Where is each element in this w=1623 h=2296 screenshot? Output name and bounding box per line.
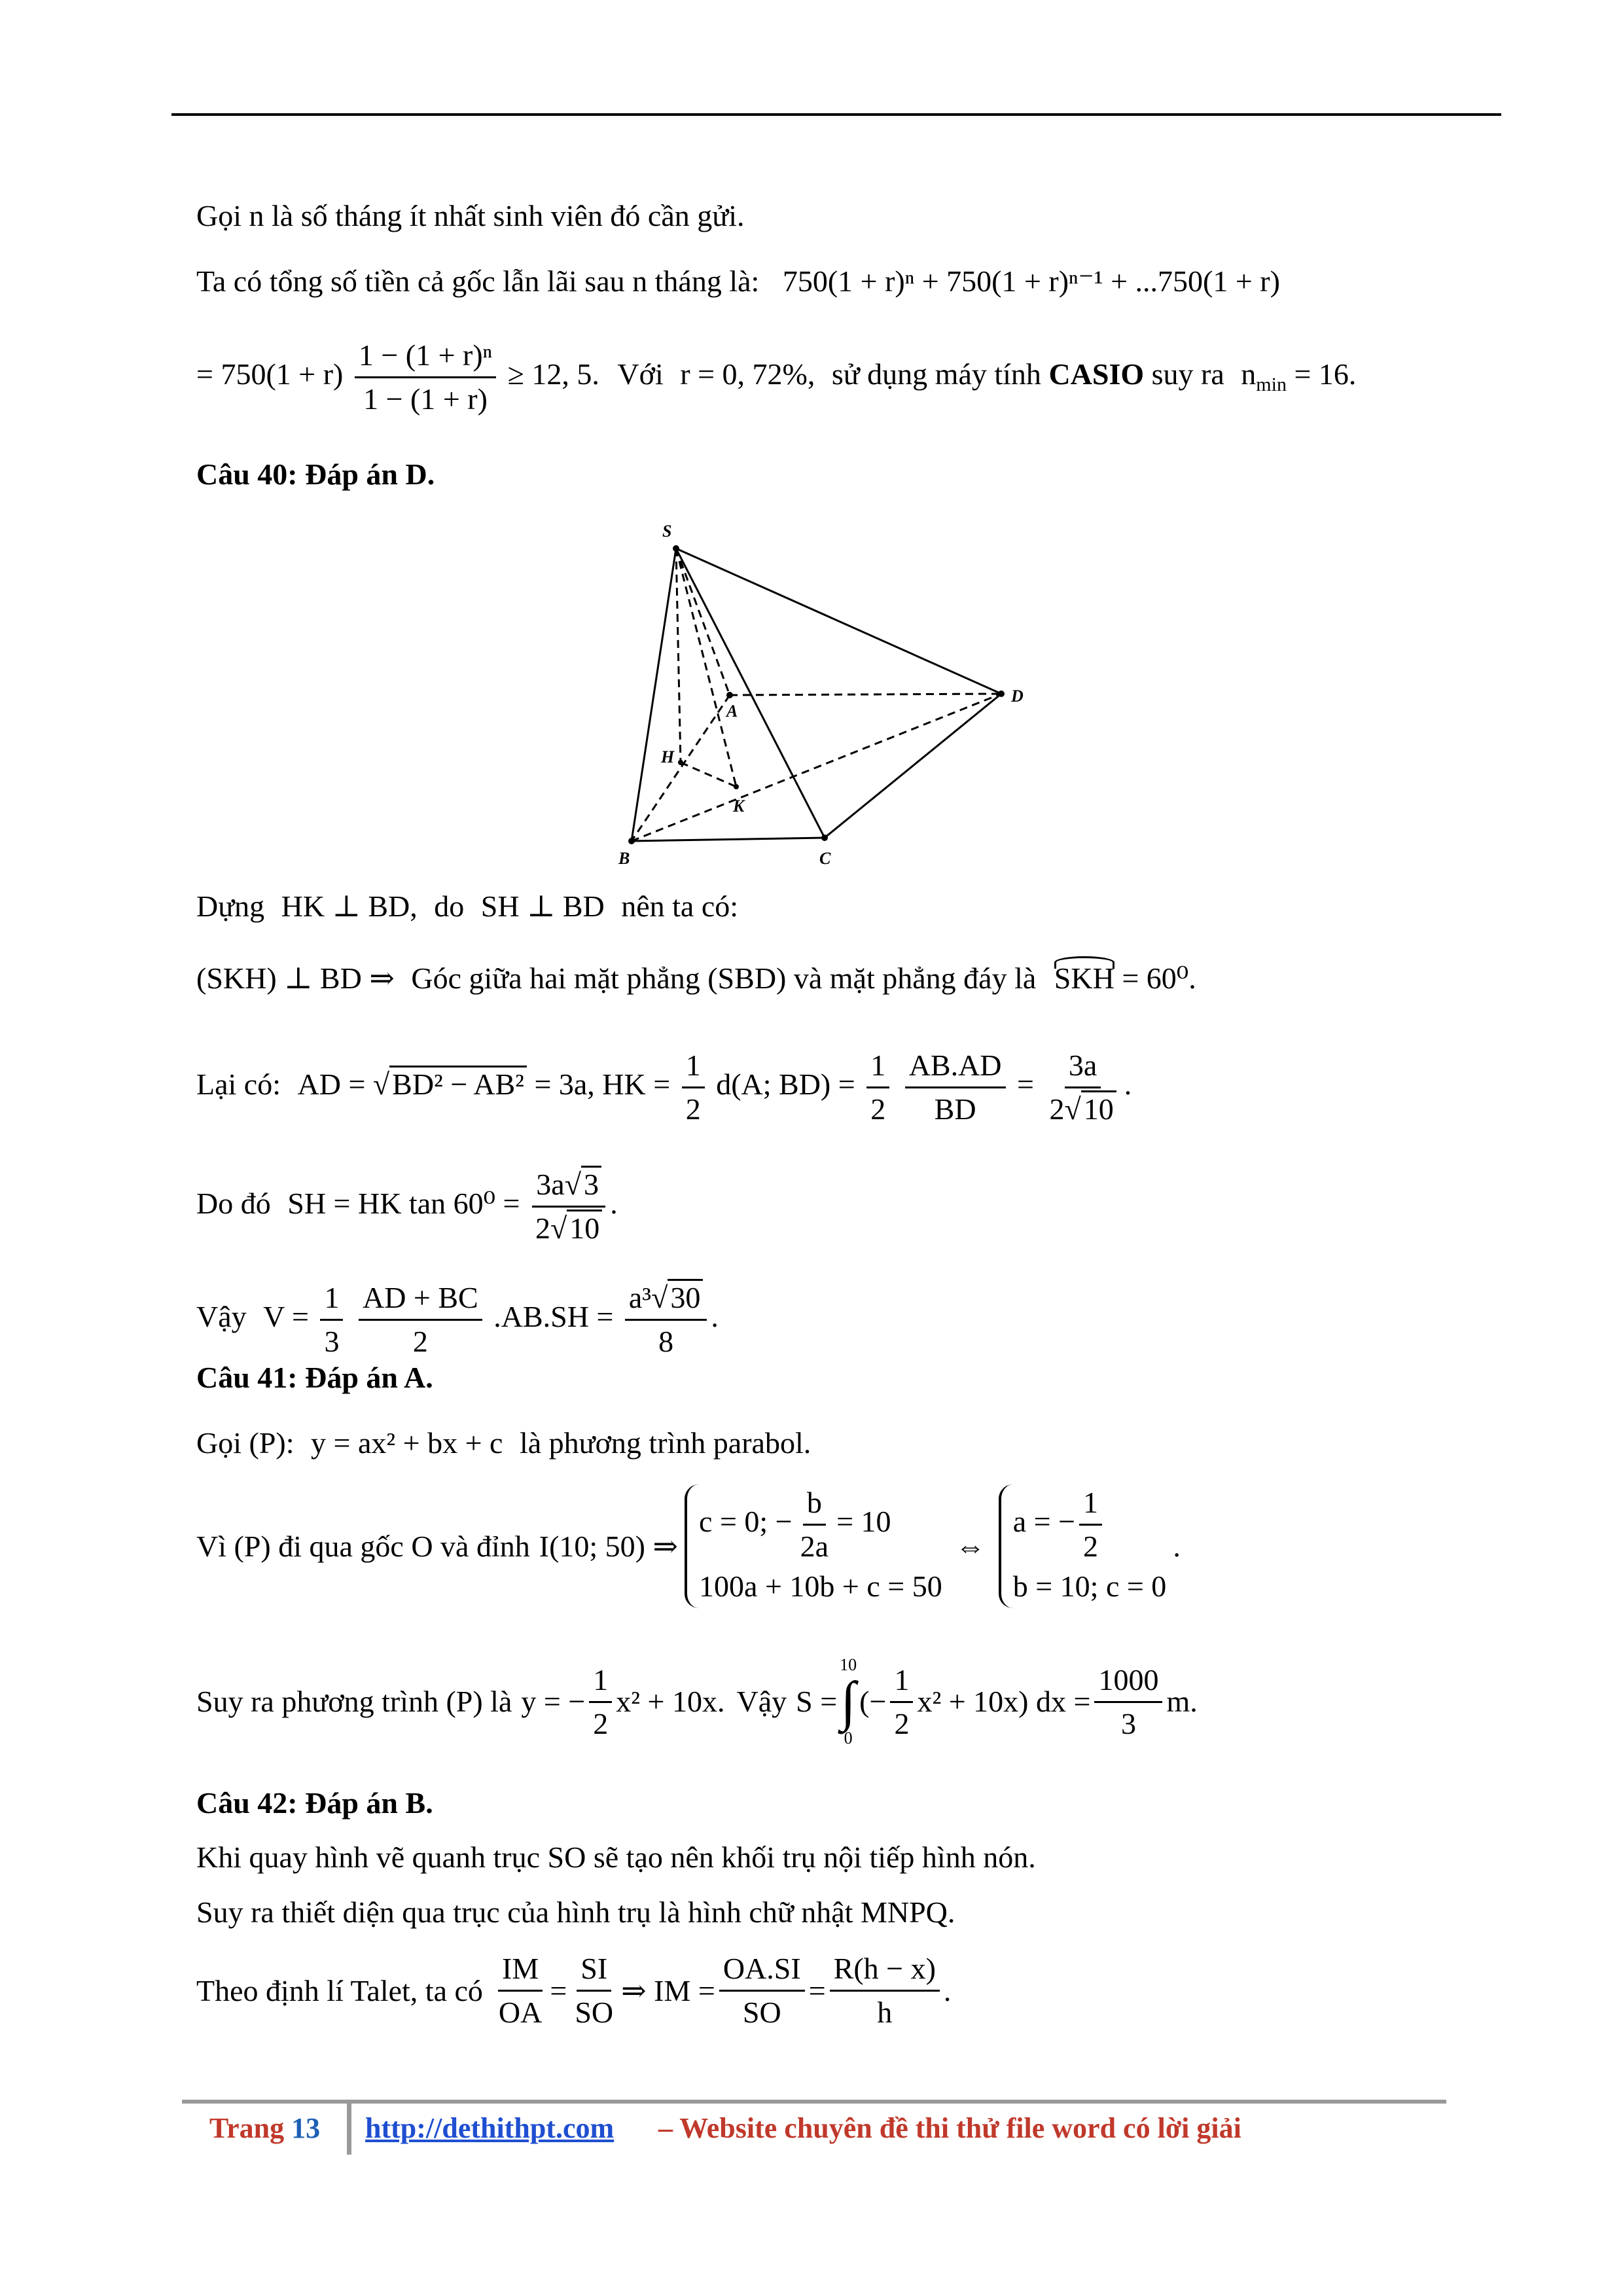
cau-41-heading: Câu 41: Đáp án A. xyxy=(196,1361,433,1394)
vay-f3n-a: a³ xyxy=(628,1281,652,1314)
sys2-fd: 2 xyxy=(1083,1530,1099,1563)
paragraph-2 xyxy=(196,262,1280,301)
vay-f1n: 1 xyxy=(320,1280,343,1321)
p3-denominator: 1 − (1 + r) xyxy=(363,382,488,416)
integral xyxy=(840,1656,857,1748)
footer-separator xyxy=(347,2104,351,2155)
tal-4: = xyxy=(808,1973,826,2007)
p3-text: sử dụng máy tính xyxy=(831,357,1041,391)
sys2-fn: 1 xyxy=(1079,1484,1102,1526)
header-rule xyxy=(171,113,1501,116)
q1: Khi quay hình vẽ quanh trục SO sẽ tạo nên khối trụ nội tiếp hình nón. xyxy=(196,1840,1036,1874)
do-2: SH = HK tan 60⁰ = xyxy=(287,1187,520,1221)
sys1-row-2: 100a + 10b + c = 50 xyxy=(699,1570,942,1603)
paragraph-1: Gọi n là số tháng ít nhất sinh viên đó cần gửi. xyxy=(196,199,745,232)
sys1-r1a: c = 0; − xyxy=(699,1505,793,1539)
vay-3: .AB.SH = xyxy=(493,1300,614,1334)
suy-1: Suy ra phương trình (P) là xyxy=(196,1685,512,1718)
do-fd-a: 2 xyxy=(535,1211,550,1245)
tal-frac-4 xyxy=(830,1950,940,2031)
suy-fn3: 1000 xyxy=(1094,1662,1162,1703)
tal-f3d: SO xyxy=(742,1996,781,2029)
lai-1: Lại có: xyxy=(196,1067,281,1102)
p3-lead: = 750(1 + r) xyxy=(196,357,344,391)
suy-4: Vậy xyxy=(736,1685,787,1718)
lai-frac-1 xyxy=(682,1047,705,1128)
footer-page: 13 xyxy=(291,2112,321,2144)
lai-f4d: 2√10 xyxy=(1045,1088,1120,1128)
dung-line xyxy=(196,887,738,926)
tal-frac-3 xyxy=(719,1950,805,2031)
sys1-row-1 xyxy=(699,1484,942,1565)
lai-f1n: 1 xyxy=(682,1047,705,1088)
system-1 xyxy=(685,1484,942,1608)
do-fd: 2√10 xyxy=(531,1208,606,1247)
vay-f1d: 3 xyxy=(324,1325,340,1358)
dung-1: Dựng xyxy=(196,889,265,923)
suy-fd: 2 xyxy=(593,1706,609,1740)
vay-f2n: AD + BC xyxy=(359,1280,482,1321)
lai-f4n: 3a xyxy=(1065,1047,1101,1088)
dung-2: HK ⊥ BD, xyxy=(281,889,418,923)
point-K xyxy=(734,784,739,789)
do-frac xyxy=(531,1166,606,1247)
vay-frac-3 xyxy=(625,1280,707,1360)
tal-1: Theo định lí Talet, ta có xyxy=(196,1973,483,2007)
edge-SB xyxy=(632,548,676,841)
skh-4: = 60⁰. xyxy=(1122,961,1196,995)
p3-fraction xyxy=(355,337,496,418)
system-2 xyxy=(999,1484,1167,1608)
sys1-fd: 2a xyxy=(800,1530,829,1563)
vay-f2d: 2 xyxy=(412,1325,428,1358)
footer-page-number xyxy=(209,2111,320,2145)
int-lower: 0 xyxy=(844,1729,853,1748)
suy-frac-2 xyxy=(890,1662,913,1742)
p3-casio: CASIO xyxy=(1048,357,1145,391)
p3-r-value: r = 0, 72%, xyxy=(680,357,815,391)
segment-SH xyxy=(676,548,681,762)
sys1-fn: b xyxy=(803,1484,826,1526)
label-H: H xyxy=(661,747,675,766)
point-A xyxy=(726,692,733,698)
vi-2: I(10; 50) ⇒ xyxy=(539,1529,679,1563)
p3-numerator: 1 − (1 + r)ⁿ xyxy=(355,337,496,378)
lai-f2n: 1 xyxy=(866,1047,889,1088)
sys1-r1b: = 10 xyxy=(836,1505,891,1539)
tal-f1n: IM xyxy=(498,1950,543,1992)
lai-frac-4 xyxy=(1045,1047,1120,1128)
tal-3: ⇒ IM = xyxy=(621,1973,715,2007)
skh-2: Góc giữa hai mặt phẳng (SBD) và mặt phẳng đáy là xyxy=(411,961,1037,995)
tal-2: = xyxy=(550,1973,567,2007)
vay-f3n: a³√30 xyxy=(625,1280,707,1321)
tal-5: . xyxy=(943,1973,952,2007)
lai-7: = xyxy=(1017,1067,1034,1102)
lai-frac-3 xyxy=(905,1047,1006,1128)
goi-line xyxy=(196,1424,811,1463)
vay-1: Vậy xyxy=(196,1300,247,1334)
vay-2: V = xyxy=(263,1300,309,1334)
pyramid-figure xyxy=(615,517,1024,870)
lai-2: AD = xyxy=(297,1067,366,1102)
point-C xyxy=(821,834,828,841)
tal-f2d: SO xyxy=(575,1996,614,2029)
suy-frac-3 xyxy=(1094,1662,1162,1742)
edge-AB xyxy=(632,695,730,841)
suy-line xyxy=(196,1656,1198,1748)
suy-fn: 1 xyxy=(589,1662,612,1703)
lai-f4d-b: 10 xyxy=(1081,1090,1116,1126)
sys2-row-2: b = 10; c = 0 xyxy=(1012,1570,1167,1603)
footer-link[interactable]: http://dethithpt.com xyxy=(365,2112,615,2144)
suy-fd2: 2 xyxy=(894,1706,910,1740)
suy-7: x² + 10x) dx = xyxy=(917,1685,1091,1718)
sys2-row-1 xyxy=(1013,1484,1167,1565)
p3-suyra: suy ra xyxy=(1151,357,1224,391)
sys1-frac xyxy=(796,1484,832,1565)
label-A: A xyxy=(726,702,738,721)
lai-6: = xyxy=(838,1067,855,1102)
integral-sign: ∫ xyxy=(840,1671,856,1732)
footer-trang: Trang xyxy=(209,2112,285,2144)
p3-inequality: ≥ 12, 5. xyxy=(507,357,599,391)
sum-formula: 750(1 + r)ⁿ + 750(1 + r)ⁿ⁻¹ + ...750(1 + r) xyxy=(782,264,1280,298)
q2: Suy ra thiết diện qua trục của hình trụ là hình chữ nhật MNPQ. xyxy=(196,1895,955,1929)
tal-f4n: R(h − x) xyxy=(830,1950,940,1992)
talet-line xyxy=(196,1950,951,2031)
skh-angle: SKH xyxy=(1054,959,1115,998)
sys-end: . xyxy=(1173,1529,1181,1563)
tal-frac-2 xyxy=(571,1950,617,2031)
skh-1: (SKH) ⊥ BD ⇒ xyxy=(196,961,395,995)
dung-4: SH ⊥ BD xyxy=(480,889,605,923)
goi-3: là phương trình parabol. xyxy=(519,1426,812,1460)
vay-frac-1 xyxy=(320,1280,343,1360)
p3-voi: Với xyxy=(617,357,664,391)
label-C: C xyxy=(819,849,831,868)
edge-BD xyxy=(632,694,1001,841)
lai-f1d: 2 xyxy=(685,1092,701,1126)
point-B xyxy=(628,838,635,844)
vay-f3n-b: 30 xyxy=(668,1279,703,1314)
lai-f3d: BD xyxy=(934,1092,976,1126)
sys2-frac xyxy=(1079,1484,1102,1565)
segment-SK xyxy=(676,548,736,787)
suy-fd3: 3 xyxy=(1120,1706,1136,1740)
tal-f1d: OA xyxy=(498,1996,543,2029)
vay-frac-2 xyxy=(359,1280,482,1360)
suy-5: S = xyxy=(796,1685,838,1718)
suy-fn2: 1 xyxy=(890,1662,913,1703)
goi-2: y = ax² + bx + c xyxy=(311,1426,503,1460)
vi-1: Vì (P) đi qua gốc O và đỉnh xyxy=(196,1529,530,1563)
lai-f3n: AB.AD xyxy=(905,1047,1006,1088)
p3-n xyxy=(1241,357,1357,396)
lai-f2d: 2 xyxy=(870,1092,886,1126)
footer-rule xyxy=(182,2100,1446,2104)
suy-6: (− xyxy=(859,1685,887,1718)
suy-frac-1 xyxy=(589,1662,612,1742)
lai-f4d-a: 2 xyxy=(1049,1092,1065,1126)
sys2-r1a: a = − xyxy=(1012,1505,1076,1539)
do-fn: 3a√3 xyxy=(532,1166,605,1208)
lai-line: Lại có: AD = √BD² − AB² = 3a, HK = $\frac{1}{2}$ d(A; BD) = $\frac{1}{2}$ $\frac{AB.AD}{BD}$ = $\frac{3a}{2√10}$ . xyxy=(196,1047,1132,1128)
vay-line: Vậy V = $\frac{1}{3}$ $\frac{AD + BC}{2}$ .AB.SH = $\frac{\text{a³√30}}{8}$ . xyxy=(196,1280,719,1360)
edge-SD xyxy=(676,548,1001,694)
segment-HK xyxy=(681,762,736,787)
edge-AD xyxy=(730,694,1001,695)
label-B: B xyxy=(618,849,630,868)
int-upper: 10 xyxy=(840,1655,857,1674)
tal-f3n: OA.SI xyxy=(719,1950,805,1992)
label-S: S xyxy=(662,522,672,541)
tal-frac-1 xyxy=(495,1950,546,2031)
suy-3: x² + 10x. xyxy=(616,1685,725,1718)
do-fd-b: 10 xyxy=(567,1210,602,1245)
dung-5: nên ta có: xyxy=(621,889,739,923)
skh-line xyxy=(196,959,1196,998)
dung-3: do xyxy=(434,889,465,923)
cau-42-heading: Câu 42: Đáp án B. xyxy=(196,1786,433,1820)
edge-BC xyxy=(632,838,825,841)
p3-result: = 16. xyxy=(1294,357,1357,391)
lai-5: d(A; BD) xyxy=(716,1067,831,1102)
paragraph-3 xyxy=(196,337,1356,418)
do-fn-a: 3a xyxy=(536,1168,565,1201)
lai-4: = 3a, HK = xyxy=(534,1067,671,1102)
vay-f3d: 8 xyxy=(658,1325,674,1358)
p3-n-min: min xyxy=(1256,374,1287,396)
tal-f4d: h xyxy=(877,1996,893,2029)
tal-f2n: SI xyxy=(577,1950,611,1992)
label-K: K xyxy=(733,797,745,816)
do-line: Do đó SH = HK tan 60⁰ = $\frac{3a√3}{2√10}$ . xyxy=(196,1166,618,1247)
lai-sqrt: √BD² − AB² xyxy=(373,1066,527,1101)
edge-SA xyxy=(676,548,730,695)
point-S xyxy=(673,545,679,552)
do-fn-b: 3 xyxy=(581,1166,601,1201)
suy-2: y = − xyxy=(521,1685,586,1718)
label-D: D xyxy=(1011,687,1024,706)
paragraph-2-text: Ta có tổng số tiền cả gốc lẫn lãi sau n tháng là: xyxy=(196,264,760,298)
point-H xyxy=(678,760,683,765)
vi-line xyxy=(196,1484,1181,1608)
equiv-sign: ⇔ xyxy=(955,1529,986,1563)
p3-n-var: n xyxy=(1241,357,1257,391)
cau-40-heading: Câu 40: Đáp án D. xyxy=(196,457,435,491)
suy-8: m. xyxy=(1166,1685,1198,1718)
point-D xyxy=(998,691,1005,697)
edge-SC xyxy=(676,548,825,838)
do-1: Do đó xyxy=(196,1187,271,1221)
goi-1: Gọi (P): xyxy=(196,1426,294,1460)
lai-3: BD² − AB² xyxy=(389,1066,527,1101)
lai-frac-2 xyxy=(866,1047,889,1128)
edge-CD xyxy=(825,694,1001,838)
footer-tagline: – Website chuyên đề thi thử file word có lời giải xyxy=(658,2112,1241,2144)
